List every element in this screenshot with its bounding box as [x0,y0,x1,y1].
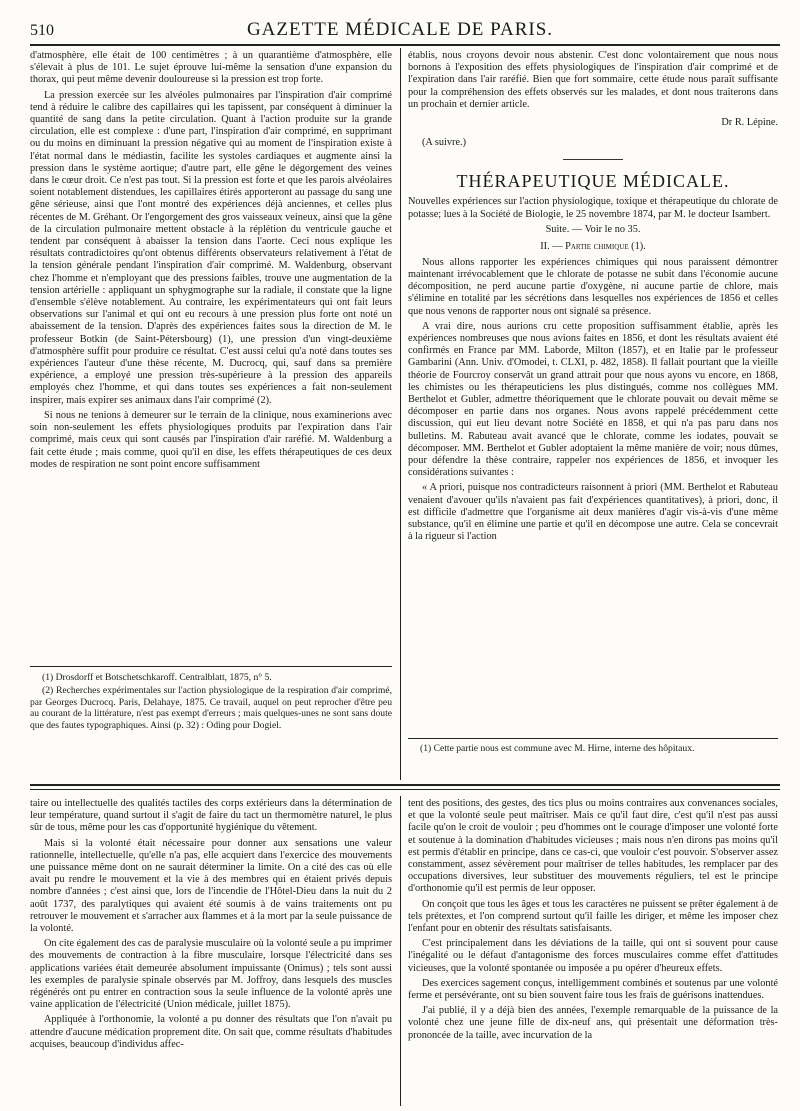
section-rule-thin [30,789,780,790]
paragraph: tent des positions, des gestes, des tics plus ou moins contraires aux convenances sociales, et que la volonté seule peut maîtriser. Mais ce qu'il faut dire, c'est qu'il n'est pas aussi facile qu'on le croit de vouloir ; peu d'hommes ont le courage d'imposer une volonté forte et soutenue à la domination d'habitudes vicieuses ; mais nous n'en dirons pas moins qu'il est permis d'établir en principe, dans ce cas-ci, que vouloir c'est pouvoir. S'observer assez constamment, assez sévèrement pour maîtriser de telles habitudes, les remplacer par des occupations diversives, leur substituer des mouvements réguliers, tel est le principe d'orthonomie qu'il est permis de leur opposer. [408,798,778,895]
bottom-right-column [408,798,778,1106]
paragraph: Mais si la volonté était nécessaire pour donner aux sensations une valeur rationnelle, intellectuelle, qu'elle n'a pas, elle acquiert dans l'exercice des mouvements une puissance même dont on ne saurait déterminer la limite. On a cité des cas où elle avait pu rendre le mouvement et la vie à des membres qui en étaient privés depuis nombre d'années ; c'est ainsi que, lors de l'incendie de l'Hôtel-Dieu dans la nuit du 2 août 1737, des paralytiques qui avaient été soumis à de vains traitements ont pu retrouver le mouvement et s'arracher aux flammes et à la mort par la seule puissance de la volonté. [30,837,392,935]
paragraph: d'atmosphère, elle était de 100 centimètres ; à un quarantième d'atmosphère, elle s'élevait à plus de 101. Le sujet éprouve lui-même la sensation d'une expansion du thorax, qui peut même devenir douloureuse si la pression est trop forte. [30,50,392,86]
section-rule [30,784,780,786]
paragraph: Si nous ne tenions à demeurer sur le terrain de la clinique, nous examinerions avec soin non-seulement les effets physiologiques produits par l'expiration dans l'air comprimé, mais ceux qui sont causés par l'inspiration d'air raréfié. M. Waldenburg a fait cette étude ; mais comme, quoi qu'il en dise, les effets thérapeutiques de ces deux modes de respiration ne sont point encore suffisamment [30,409,392,470]
paragraph: établis, nous croyons devoir nous abstenir. C'est donc volontairement que nous nous bornons à l'exposition des effets physiologiques de l'inspiration d'air comprimé et de l'expiration dans l'air raréfié. Bien que fort sommaire, cette étude nous paraît suffisante pour la compréhension des effets observés sur les malades, et dont nous traiterons dans un prochain et dernier article. [408,50,778,110]
running-title: GAZETTE MÉDICALE DE PARIS. [246,19,554,40]
top-right-footnotes [408,743,778,773]
footnote: (1) Drosdorff et Botschetschkaroff. Centralblatt, 1875, n° 5. [42,672,272,683]
bottom-left-column [30,798,392,1106]
footnote: (2) Recherches expérimentales sur l'action physiologique de la respiration d'air comprimé, par Georges Ducrocq. Paris, Delahaye, 1875. Ce travail, auquel on peut reprocher d'être peu au courant de la littérature, n'est pas exempt d'erreurs ; mais quelques-unes ne sont sans doute que des fautes typographiques. Ainsi (p. 32) : Oding pour Dogiel. [30,685,392,731]
suite-note: Suite. — Voir le no 35. [545,224,641,236]
footnote: (1) Cette partie nous est commune avec M. Hirne, interne des hôpitaux. [420,743,695,754]
column-divider [400,48,401,780]
running-header [0,14,800,42]
paragraph: « A priori, puisque nos contradicteurs raisonnent à priori (MM. Berthelot et Rabuteau venaient d'avouer qu'ils n'avaient pas fait d'expériences quantitatives), à priori, donc, il est difficile d'admettre que l'organisme ait deux manières d'agir vis-à-vis d'une même substance, qu'il en élimine une partie et qu'il en décompose une autre. Cela se concevrait à la rigueur si l'action [408,482,778,543]
paragraph: Des exercices sagement conçus, intelligemment combinés et soutenus par une volonté ferme et persévérante, ont su bien souvent faire tous les frais de guérisons inattendues. [408,977,778,1002]
footnote-rule [30,666,392,667]
paragraph: La pression exercée sur les alvéoles pulmonaires par l'inspiration d'air comprimé tend à réduire le calibre des capillaires qui les tapissent, par conséquent à diminuer la quantité de sang dans la petite circulation. Quant à l'action produite sur la grande circulation, elle est complexe : d'une part, l'inspiration d'air comprimé, en supprimant ou du moins en diminuant la pression négative qui au moment de l'inspiration existe à l'état normal dans le médiastin, facilite les systoles cardiaques et augmente ainsi la pression dans le système aortique; d'autre part, elle gêne le dégorgement des veines dans le cœur droit. Ce n'est pas tout. Si la pression est forte et que les parois alvéolaires soient notablement distendues, les capillaires étirés apporteront au passage du sang une gêne sérieuse, ainsi que l'ont montré des expériences déjà anciennes, et celles plus récentes de M. Gréhant. Or l'engorgement des gros vaisseaux veineux, ainsi que la gêne de la circulation pulmonaire mettent obstacle à la réplétion du ventricule gauche et tendent par conséquent à abaisser la tension dans l'aorte. Ceci nous explique les résultats contradictoires qu'ont obtenus différents observateurs relativement à l'état de la tension générale pendant l'inspiration d'air comprimé. M. Waldenburg, observant chez l'homme et n'employant que des pressions faibles, trouve une augmentation de la tension artérielle : appliquant un sphygmographe sur la radiale, il constate que la ligne d'ensemble s'élève notablement. Au contraire, les expérimentateurs qui ont fait leurs observations sur l'animal et qui ont eu recours à une pression plus forte ont noté un abaissement de la tension. D'après des expériences faites sous la direction de M. le professeur Botkin (de Saint-Pétersbourg) (1), une pression d'un vingt-deuxième d'atmosphère suffit pour produire ce résultat. C'est aussi celui qu'a noté dans toutes ses expériences l'auteur d'une thèse récente, M. Ducrocq, qui, sauf dans sa première expérience, a employé une pression très-supérieure à la pression des appareils employés chez l'homme, et qui dans toutes ses expériences a fait non-seulement inspirer, mais expirer ses animaux dans l'air comprimé (2). [30,89,392,406]
paragraph: taire ou intellectuelle des qualités tactiles des corps extérieurs dans la détermination de leur température, quand surtout il s'agit de faire du tact un thermomètre naturel, le plus sûr de tous, même pour les cas d'opportunité hygiénique du vêtement. [30,798,392,834]
paragraph: A vrai dire, nous aurions cru cette proposition suffisamment établie, après les expériences nombreuses que nous avions faites en 1856, et dont les résultats avaient été confirmés en France par MM. Laborde, Milton (1857), et en Italie par le professeur Gambarini (Ann. Univ. d'Omodei, t. CLXI, p. 482, 1858). Il fallait pourtant que la vieille théorie de Fourcroy conservât un grand attrait pour que nous ayons vu encore, en 1868, les chimistes ou les thérapeuticiens les plus distingués, comme nos collègues MM. Berthelot et Gubler, admettre théoriquement que le chlorate pouvait ou devait même se décomposer en partie dans nos organes. Nous avons rappelé précédemment cette discussion, qui eut lieu devant notre Société en 1858, et qui n'a pas paru dans nos bulletins. M. Rabuteau avait avancé que le chlorate, comme les iodates, pouvait se décomposer. MM. Berthelot et Gubler adoptaient la même manière de voir; nous dûmes, pour défendre la thèse contraire, rappeler nos expériences de 1856, et invoquer les considérations suivantes : [408,320,778,479]
header-rule [30,44,780,46]
paragraph: On cite également des cas de paralysie musculaire où la volonté seule a pu imprimer des mouvements de contraction à la fibre musculaire, lorsque l'électricité dans ses applications variées était demeurée absolument impuissante (Onimus) ; tels sont aussi les exemples de paralysie spinale observés par M. Joffroy, dans lesquels des muscles régénérés ont pu entrer en contraction sous la seule influence de la volonté après une vaine application de l'électricité (Union médicale, juillet 1875). [30,938,392,1011]
part-title: II. — Partie chimique (1). [540,240,646,252]
to-be-continued: (A suivre.) [422,137,467,149]
paragraph: On conçoit que tous les âges et tous les caractères ne puissent se prêter également à de tels prétextes, et l'on comprend surtout qu'il faille les diriger, et même les imposer chez l'enfant pour en obtenir des résultats satisfaisants. [408,898,778,935]
separator [563,159,623,160]
page-number: 510 [30,22,54,39]
article-subtitle: Nouvelles expériences sur l'action physiologique, toxique et thérapeutique du chlorate de potasse; lues à la Société de Biologie, le 25 novembre 1874, par M. le docteur Isambert. [408,196,778,221]
top-left-column [30,50,392,660]
footnote-rule [408,738,778,739]
paragraph: C'est principalement dans les déviations de la taille, qui ont si souvent pour cause l'inégalité ou le défaut d'antagonisme des forces musculaires comme effet d'attitudes vicieuses, que la volonté spontanée ou imposée a pu opérer d'heureux effets. [408,938,778,974]
column-divider [400,796,401,1106]
paragraph: J'ai publié, il y a déjà bien des années, l'exemple remarquable de la puissance de la volonté chez une jeune fille de dix-neuf ans, qui présentait une déformation très-prononcée de la taille, avec incurvation de la [408,1005,778,1041]
paragraph: Appliquée à l'orthonomie, la volonté a pu donner des résultats que l'on n'avait pu attendre d'aucune médication proprement dite. On sait que, comme résultats d'habitudes acquises, beaucoup d'individus affec- [30,1014,392,1050]
section-title: THÉRAPEUTIQUE MÉDICALE. [456,171,730,192]
top-right-column [408,50,778,732]
paragraph: Nous allons rapporter les expériences chimiques qui nous paraissent démontrer maintenant irrévocablement que le chlorate de potasse ne subit dans l'économie aucune décomposition, ne perd aucune partie d'oxygène, ni aucune partie de chlore, mais s'élimine en totalité par les sécrétions dans lesquelles nos expériences de 1856 et celles que nous venons de rapporter nous ont signalé sa présence. [408,256,778,317]
top-left-footnotes [30,672,392,776]
author-signature: Dr R. Lépine. [721,117,778,129]
